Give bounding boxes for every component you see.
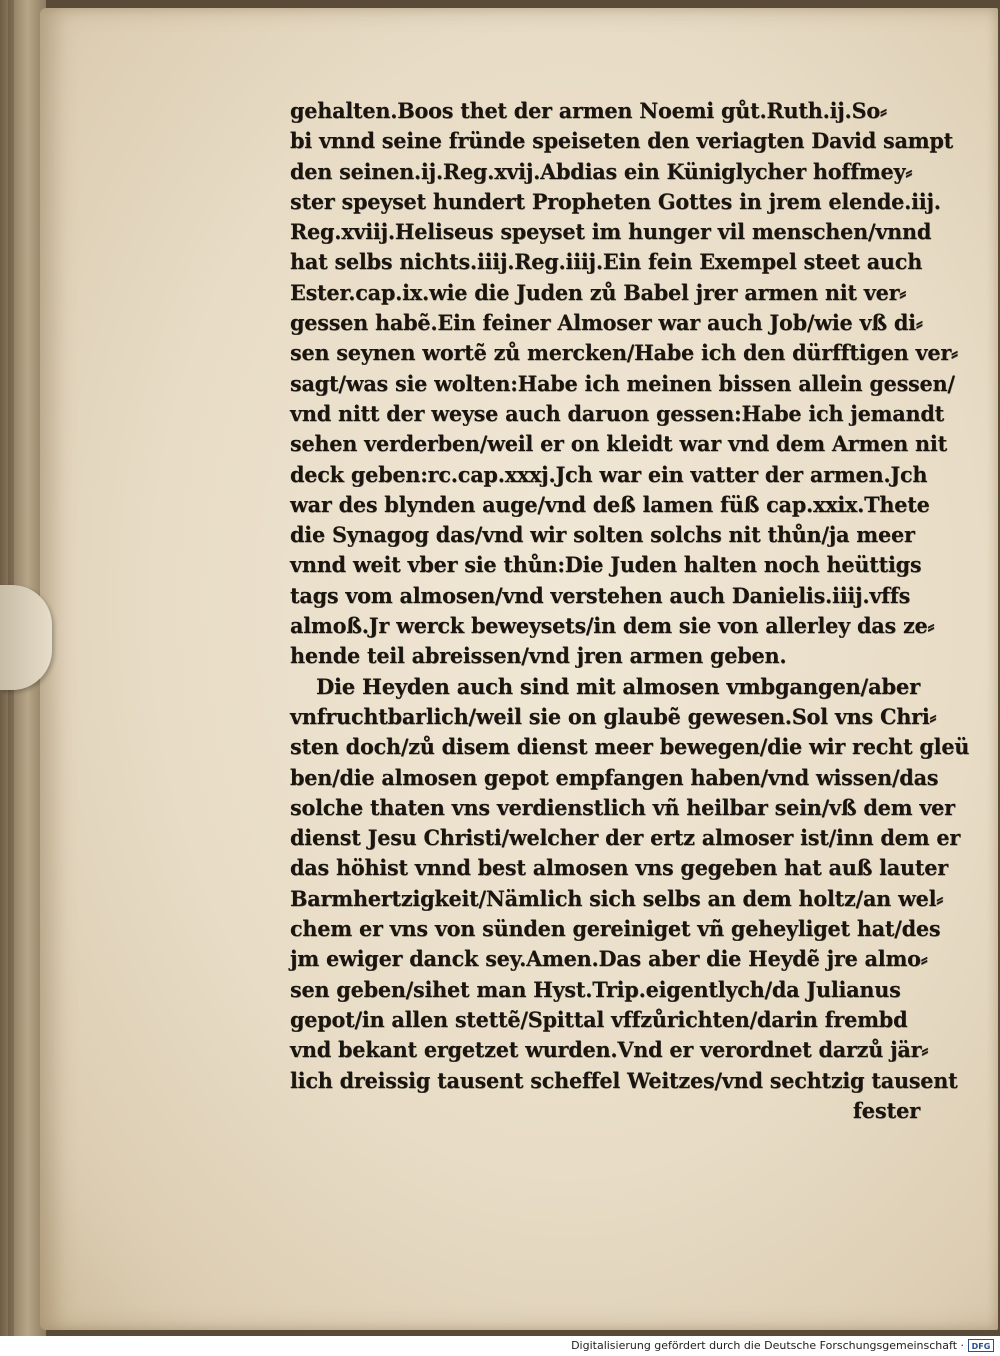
text-line: chem er vns von sünden gereiniget vñ geheyliget hat/des: [290, 916, 941, 942]
text-line: gepot/in allen stettẽ/Spittal vffzůrichten/darin frembd: [290, 1006, 908, 1032]
text-line: sen geben/sihet man Hyst.Trip.eigentlych/da Julianus: [290, 976, 901, 1002]
text-line: almoß.Jr werck beweysets/in dem sie von allerley das ze⸗: [290, 613, 935, 639]
footer-credit: Digitalisierung gefördert durch die Deutsche Forschungsgemeinschaft ·: [571, 1339, 964, 1352]
text-line: gessen habẽ.Ein feiner Almoser war auch Job/wie vß di⸗: [290, 310, 923, 336]
text-line: bi vnnd seine fründe speiseten den veriagten David sampt: [290, 128, 954, 154]
text-line: ben/die almosen gepot empfangen haben/vnd wissen/das: [290, 764, 939, 790]
text-line: sen seynen wortẽ zů mercken/Habe ich den dürfftigen ver⸗: [290, 340, 958, 366]
dfg-logo: DFG: [968, 1339, 994, 1352]
text-line: vnd nitt der weyse auch daruon gessen:Habe ich jemandt: [290, 400, 945, 426]
text-line: Ester.cap.ix.wie die Juden zů Babel jrer armen nit ver⸗: [290, 279, 906, 305]
text-line: vnfruchtbarlich/weil sie on glaubẽ gewesen.Sol vns Chri⸗: [290, 703, 937, 729]
text-line: war des blynden auge/vnd deß lamen füß cap.xxix.Thete: [290, 491, 930, 517]
catchword: fester: [852, 1097, 920, 1123]
text-line: Reg.xviij.Heliseus speyset im hunger vil menschen/vnnd: [290, 219, 932, 245]
text-line: die Synagog das/vnd wir solten solchs nit thůn/ja meer: [290, 522, 915, 548]
text-line: lich dreissig tausent scheffel Weitzes/vnd sechtzig tausent: [290, 1067, 958, 1093]
text-line: tags vom almosen/vnd verstehen auch Danielis.iiij.vffs: [290, 582, 911, 608]
text-line: hende teil abreissen/vnd jren armen geben.: [290, 643, 787, 669]
text-line: solche thaten vns verdienstlich vñ heilbar sein/vß dem ver: [290, 794, 955, 820]
text-line: sagt/was sie wolten:Habe ich meinen bissen allein gessen/: [290, 370, 955, 396]
text-line: Barmhertzigkeit/Nämlich sich selbs an dem holtz/an wel⸗: [290, 885, 944, 911]
book-page: [40, 8, 998, 1330]
text-line: Die Heyden auch sind mit almosen vmbgangen/aber: [316, 673, 920, 699]
text-line: dienst Jesu Christi/welcher der ertz almoser ist/inn dem er: [290, 825, 961, 851]
text-line: das höhist vnnd best almosen vns gegeben hat auß lauter: [290, 855, 948, 881]
text-line: sehen verderben/weil er on kleidt war vnd dem Armen nit: [290, 431, 947, 457]
text-line: vnnd weit vber sie thůn:Die Juden halten noch heüttigs: [290, 552, 922, 578]
text-line: deck geben:rc.cap.xxxj.Jch war ein vatter der armen.Jch: [290, 461, 928, 487]
text-line: gehalten.Boos thet der armen Noemi gůt.Ruth.ij.So⸗: [290, 98, 887, 123]
page-text-block: [290, 96, 990, 1126]
text-line: sten doch/zů disem dienst meer bewegen/die wir recht gleü: [290, 734, 970, 760]
text-line: jm ewiger danck sey.Amen.Das aber die Heydẽ jre almo⸗: [290, 946, 928, 972]
text-line: den seinen.ij.Reg.xvij.Abdias ein Küniglycher hoffmey⸗: [290, 158, 913, 184]
footer-bar: [0, 1336, 1000, 1356]
text-line: ster speyset hundert Propheten Gottes in jrem elende.iij.: [290, 188, 941, 214]
text-line: vnd bekant ergetzet wurden.Vnd er verordnet darzů jär⸗: [290, 1037, 929, 1063]
text-line: hat selbs nichts.iiij.Reg.iiij.Ein fein Exempel steet auch: [290, 249, 923, 275]
